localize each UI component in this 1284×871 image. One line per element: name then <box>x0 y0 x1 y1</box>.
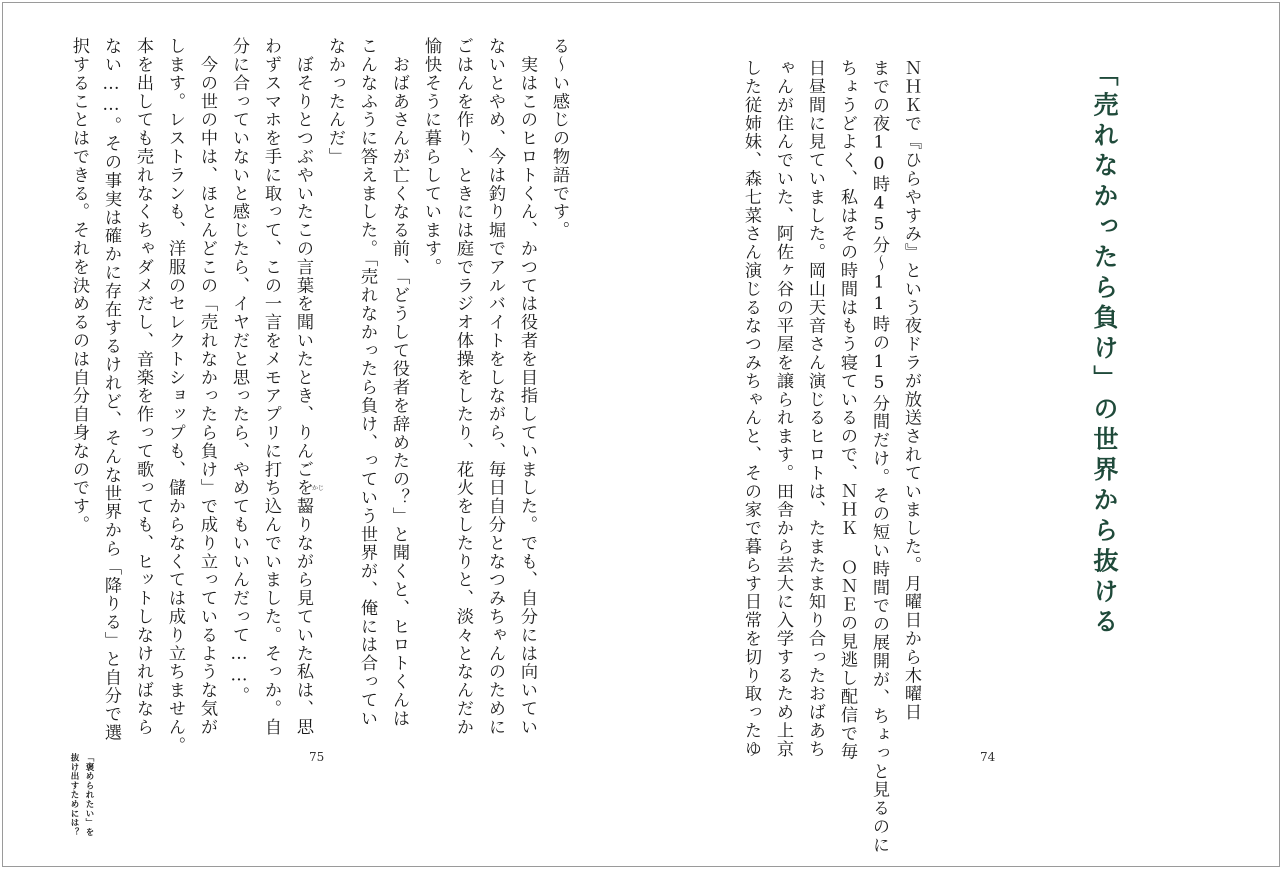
text-line: ごはんを作り、ときには庭でラジオ体操をしたり、花火をしたりと、淡々となんだか <box>453 37 473 737</box>
text-line: します。レストランも、洋服のセレクトショップも、儲からなくては成り立ちません。 <box>165 37 185 755</box>
running-head: 「褒められたい」を <box>84 753 94 837</box>
text-line: ない……。その事実は確かに存在するけれど、そんな世界から「降りる」と自分で選 <box>101 37 121 742</box>
book-spread <box>2 2 1280 867</box>
text-line: おばあさんが亡くなる前、「どうして役者を辞めたの？」と聞くと、ヒロトくんは <box>389 37 409 728</box>
text-line: 択することはできる。それを決めるのは自分自身なのです。 <box>69 37 89 534</box>
text-line: 日昼間に見ていました。岡山天音さん演じるヒロトは、たまたま知り合ったおばあち <box>805 59 825 759</box>
text-line: 今の世の中は、ほとんどこの「売れなかったら負け」で成り立っているような気が <box>197 37 217 737</box>
text-line: る～い感じの物語です。 <box>549 37 569 240</box>
text-line: ＮＨＫで『ひらやすみ』という夜ドラが放送されていました。月曜日から木曜日 <box>901 59 921 722</box>
text-line: ゃんが住んでいた、阿佐ヶ谷の平屋を譲られます。田舎から芸大に入学するため上京 <box>773 59 793 759</box>
text-line: こんなふうに答えました。「売れなかったら負け、っていう世界が、俺には合ってい <box>357 37 377 728</box>
running-head: 抜け出すためには？ <box>69 753 79 837</box>
text-line: ぼそりとつぶやいたこの言葉を聞いたとき、りんごを齧りながら見ていた私は、思 <box>293 37 313 737</box>
text-line: 愉快そうに暮らしています。 <box>421 37 441 277</box>
ruby-annotation: かじ <box>312 485 325 492</box>
text-line: なかったんだ」 <box>325 37 345 166</box>
page-number: 74 <box>980 750 996 764</box>
text-line: ないとやめ、今は釣り堀でアルバイトをしながら、毎日自分となつみちゃんのために <box>485 37 505 737</box>
text-line: 実はこのヒロトくん、かつては役者を目指していました。でも、自分には向いてい <box>517 37 537 737</box>
text-line: ちょうどよく、私はその時間はもう寝ているので、ＮＨＫ ＯＮＥの見逃し配信で毎 <box>837 59 857 761</box>
page-number: 75 <box>309 750 325 764</box>
chapter-title: 「売れなかったら負け」の世界から抜ける <box>1090 61 1119 639</box>
text-line: した従姉妹、森七菜さん演じるなつみちゃんと、その家で暮らす日常を切り取ったゆ <box>741 59 761 759</box>
text-line: までの夜10時45分～11時の15分間だけ。その短い時間での展開が、ちょっと見るのに <box>869 59 889 855</box>
text-line: わずスマホを手に取って、この一言をメモアプリに打ち込んでいました。そっか。自 <box>261 37 281 737</box>
text-line: 本を出しても売れなくちゃダメだし、音楽を作って歌っても、ヒットしなければなら <box>133 37 153 737</box>
text-line: 分に合っていないと感じたら、イヤだと思ったら、やめてもいいんだって……。 <box>229 37 249 705</box>
